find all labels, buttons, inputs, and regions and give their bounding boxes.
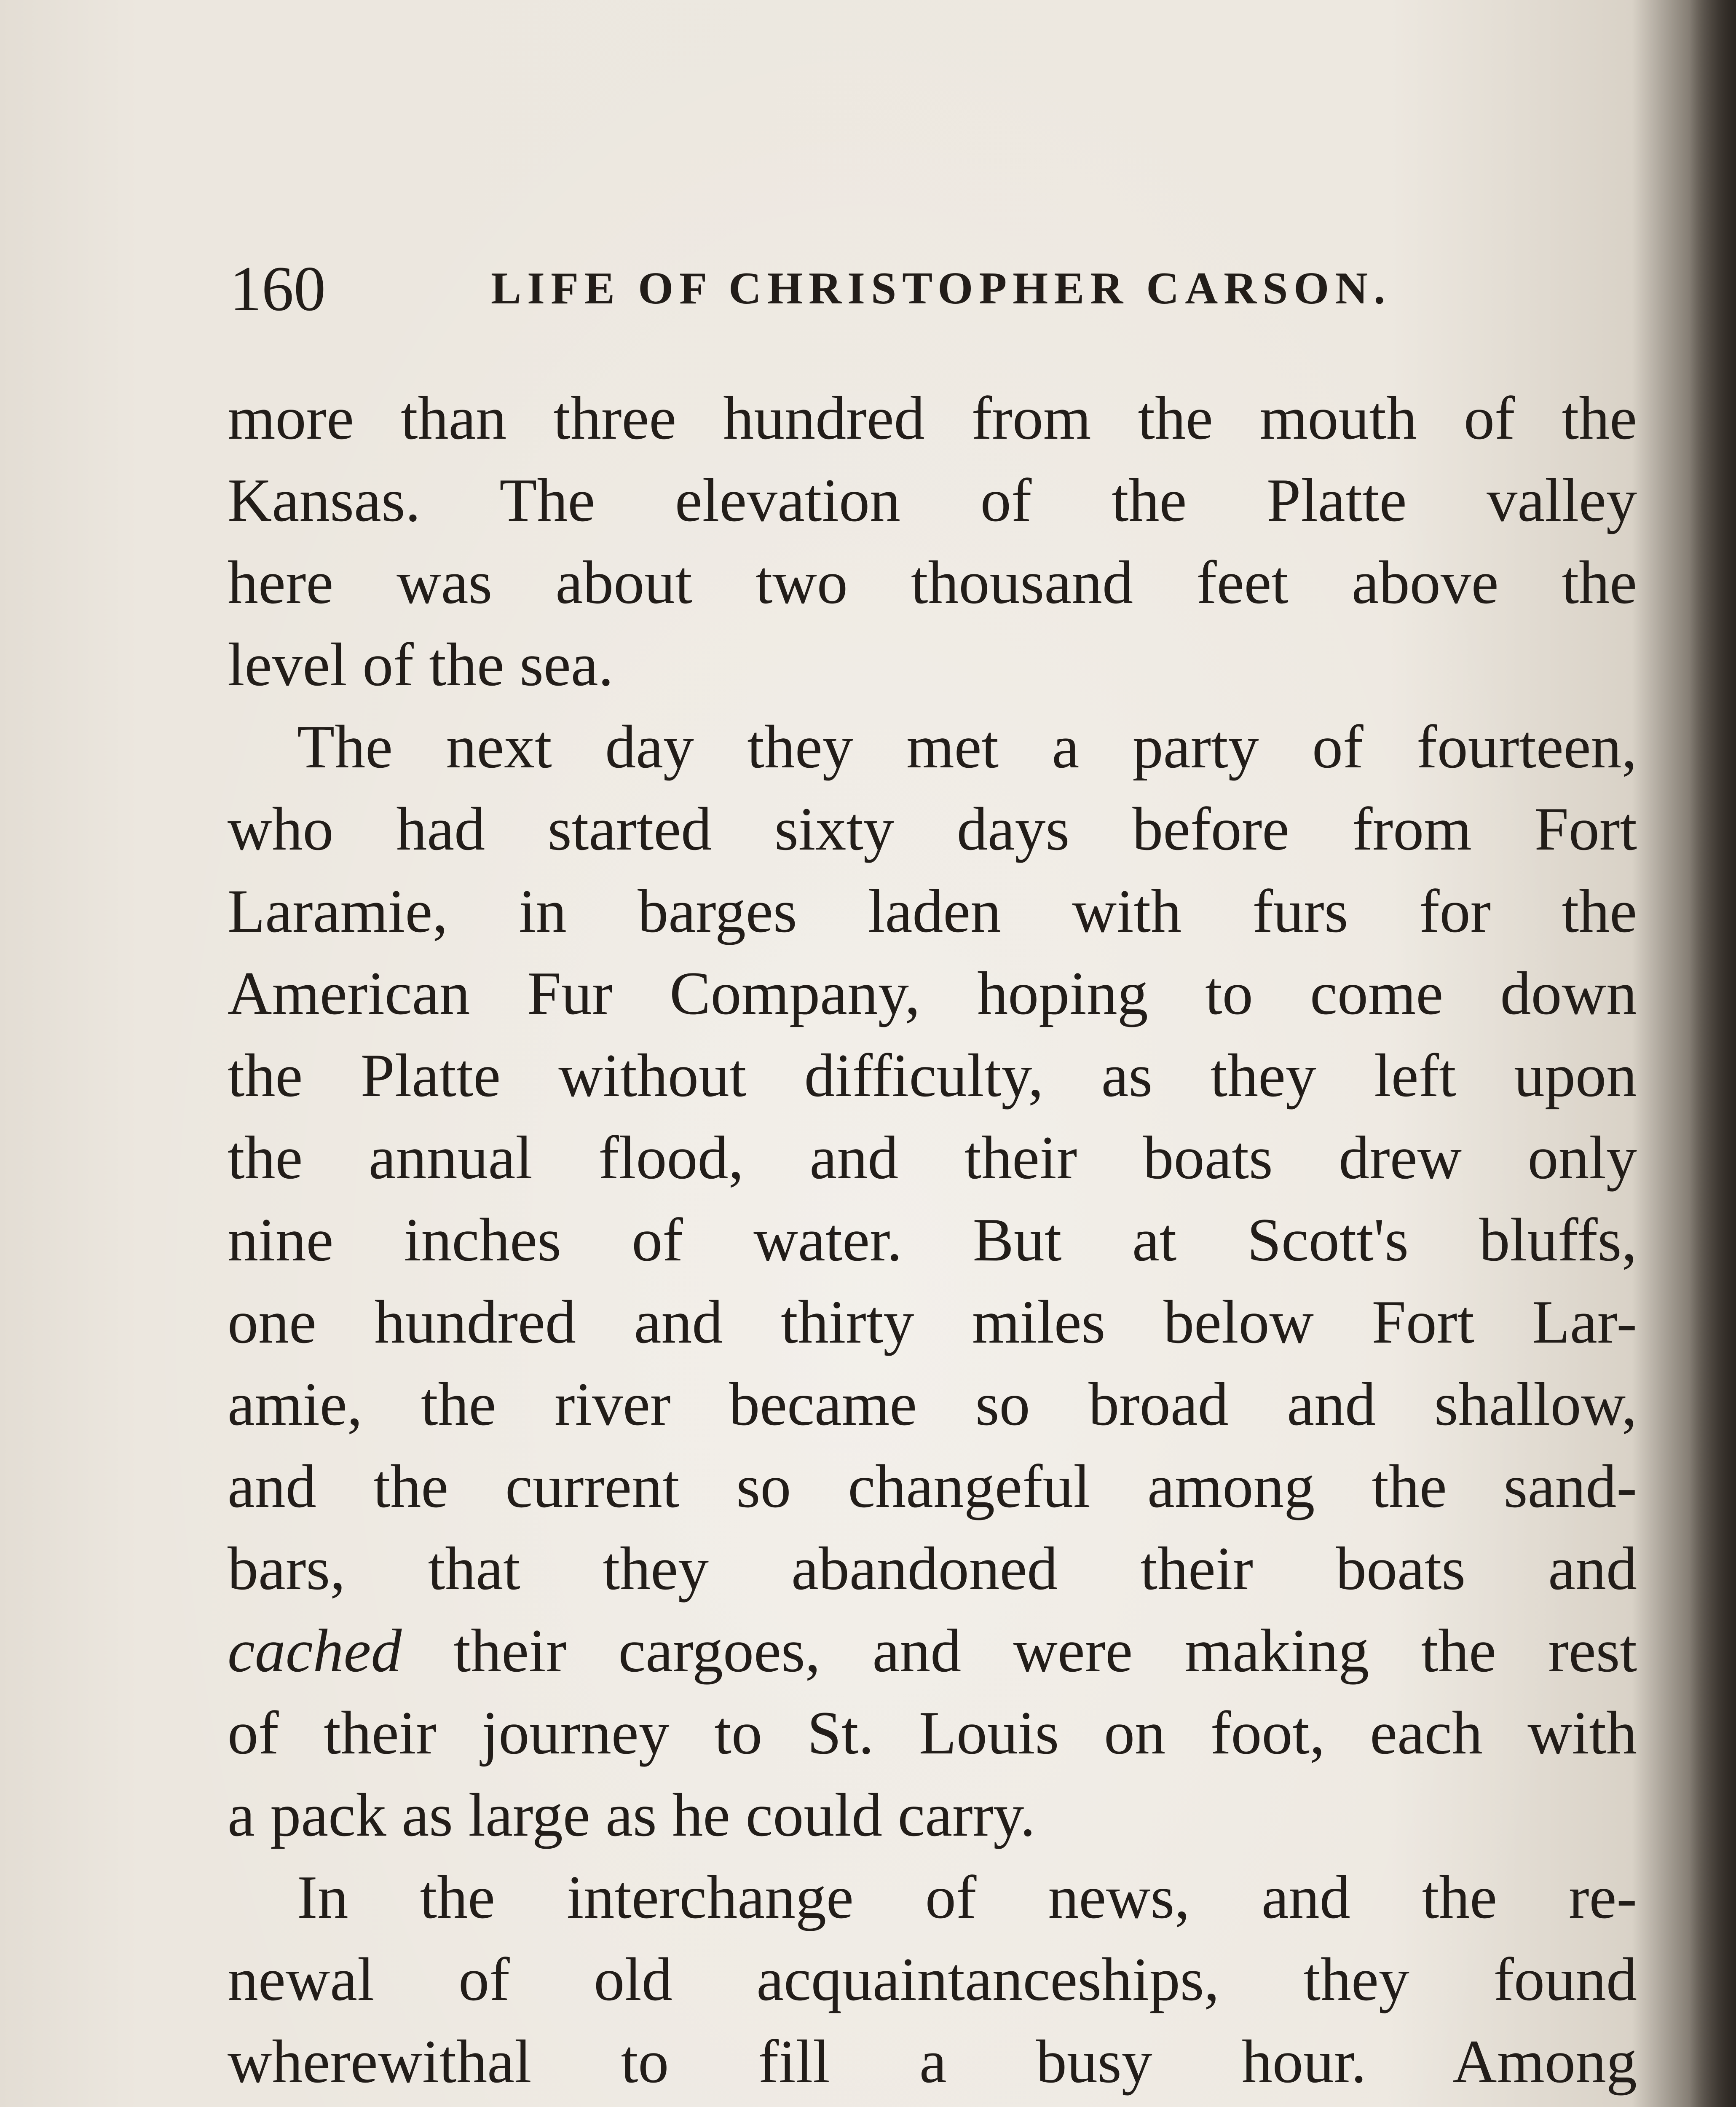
page-number: 160: [230, 253, 326, 324]
text-line: Laramie, in barges laden with furs for the: [228, 877, 1637, 945]
italic-word: cached: [228, 1616, 402, 1685]
text-line-cached: [228, 1610, 1637, 1692]
text-line: here was about two thousand feet above the: [228, 548, 1637, 617]
text-line: wherewithal to fill a busy hour. Among: [228, 2027, 1637, 2096]
text-line: a pack as large as he could carry.: [228, 1781, 1036, 1849]
text-line: of their journey to St. Louis on foot, each with: [228, 1699, 1637, 1767]
text-line: and the current so changeful among the sand-: [228, 1452, 1637, 1520]
text-line: who had started sixty days before from Fort: [228, 795, 1637, 863]
text-line-rest: their cargoes, and were making the rest: [453, 1616, 1637, 1685]
text-line: Kansas. The elevation of the Platte valley: [228, 466, 1637, 534]
text-line: one hundred and thirty miles below Fort Lar-: [228, 1288, 1637, 1356]
text-line: newal of old acquaintanceships, they found: [228, 1945, 1637, 2013]
text-line: In the interchange of news, and the re-: [297, 1863, 1637, 1931]
text-line: level of the sea.: [228, 630, 614, 699]
text-line: American Fur Company, hoping to come down: [228, 959, 1637, 1027]
body-text: [228, 377, 1637, 2107]
text-line: The next day they met a party of fourteen,: [297, 713, 1637, 781]
text-line: amie, the river became so broad and shallow,: [228, 1370, 1637, 1438]
page-edge-shadow: [1690, 0, 1736, 2107]
text-line: the Platte without difficulty, as they left upon: [228, 1041, 1637, 1110]
text-line: nine inches of water. But at Scott's bluffs,: [228, 1206, 1637, 1274]
running-head: [230, 247, 1637, 331]
running-title: LIFE OF CHRISTOPHER CARSON.: [491, 263, 1391, 314]
text-line: the annual flood, and their boats drew only: [228, 1123, 1637, 1192]
text-line: bars, that they abandoned their boats and: [228, 1534, 1637, 1603]
text-line: more than three hundred from the mouth of the: [228, 384, 1637, 452]
text-line: [228, 2103, 1637, 2107]
